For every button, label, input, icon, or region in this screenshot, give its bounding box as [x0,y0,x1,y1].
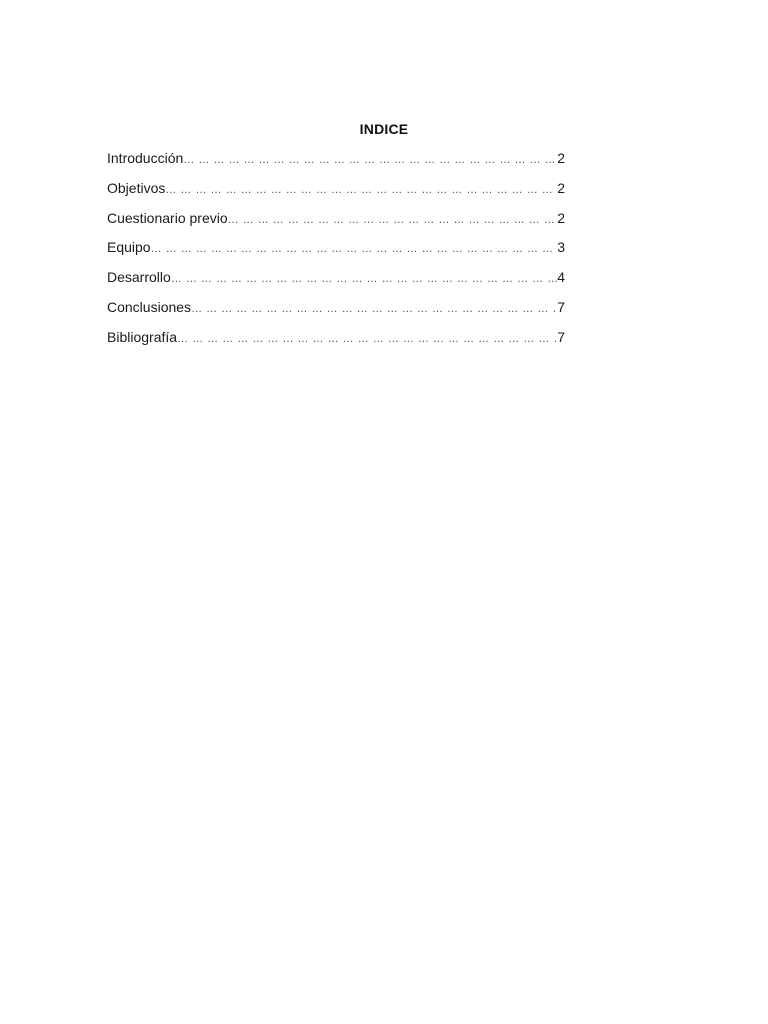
toc-entry-label: Equipo [107,239,151,256]
table-of-contents [107,148,565,357]
toc-entry-cuestionario-previo [107,208,565,238]
toc-entry-label: Objetivos [107,179,166,196]
toc-entry-page-number: 2 [557,209,565,226]
index-title: INDICE [359,121,409,137]
toc-dot-leader [191,299,557,319]
toc-dot-leader [165,180,557,200]
toc-dot-leader [183,150,557,170]
toc-entry-equipo [107,237,565,267]
toc-dot-leader [228,210,558,230]
toc-entry-page-number: 2 [557,150,565,166]
toc-dot-leader [151,239,558,259]
toc-entry-page-number: 2 [557,179,565,196]
toc-entry-desarrollo [107,267,565,297]
toc-dot-leader [177,329,557,349]
toc-entry-label: Conclusiones [107,298,192,315]
toc-entry-introduccion [107,148,565,178]
toc-entry-label: Cuestionario previo [107,209,228,226]
toc-entry-label: Bibliografía [107,328,178,345]
toc-entry-objetivos [107,178,565,208]
toc-entry-page-number: 7 [557,298,565,315]
toc-entry-page-number: 4 [557,269,565,286]
toc-entry-page-number: 3 [557,239,565,256]
toc-entry-bibliografia [107,327,565,357]
toc-entry-page-number: 7 [557,328,565,345]
toc-entry-label: Desarrollo [107,269,171,286]
toc-entry-conclusiones [107,297,565,327]
toc-entry-label: Introducción [107,150,184,166]
toc-dot-leader [171,269,557,289]
